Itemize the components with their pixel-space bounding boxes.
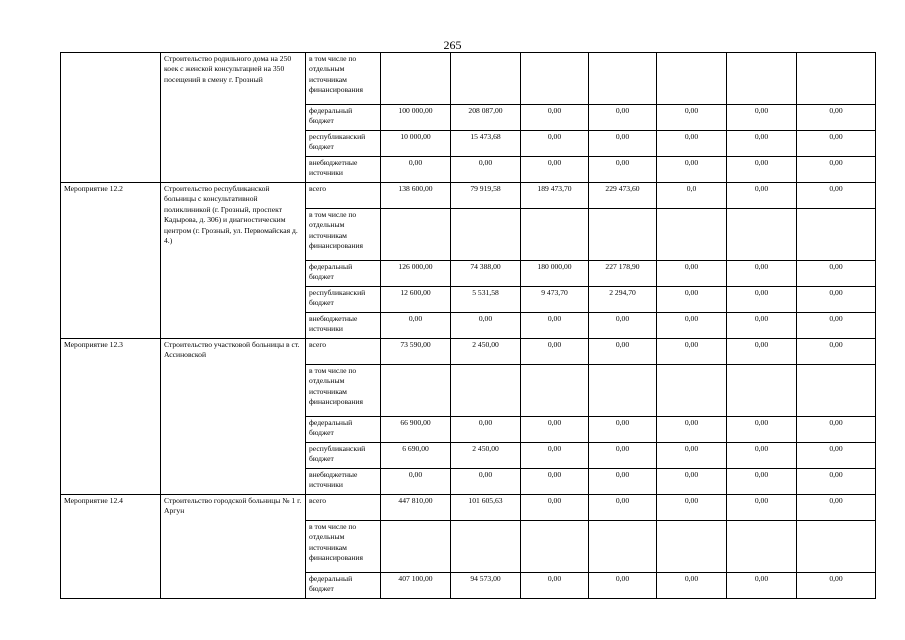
amount-cell: 0,00 [727, 573, 797, 599]
amount-cell: 0,00 [657, 339, 727, 365]
amount-cell: 0,0 [657, 183, 727, 209]
table-row [61, 53, 876, 105]
amount-cell: 0,00 [727, 261, 797, 287]
amount-cell: 0,00 [451, 313, 521, 339]
amount-cell: 79 919,58 [451, 183, 521, 209]
amount-cell: 180 000,00 [521, 261, 589, 287]
event-number-cell [61, 53, 161, 183]
event-number-cell: Мероприятие 12.2 [61, 183, 161, 339]
event-number-cell: Мероприятие 12.3 [61, 339, 161, 495]
amount-cell: 0,00 [657, 573, 727, 599]
amount-cell: 0,00 [381, 157, 451, 183]
amount-cell: 0,00 [727, 157, 797, 183]
funding-source-cell: внебюджетные источники [306, 313, 381, 339]
amount-cell: 100 000,00 [381, 105, 451, 131]
amount-cell: 0,00 [797, 157, 876, 183]
event-name-cell: Строительство республиканской больницы с консультативной поликлиникой (г. Грозный, проспект Кадырова, д. 306) и диагностическим центром (г. Грозный, ул. Первомайская д. 4.) [161, 183, 306, 339]
amount-cell: 6 690,00 [381, 443, 451, 469]
amount-cell: 0,00 [589, 443, 657, 469]
amount-cell: 0,00 [797, 339, 876, 365]
amount-cell: 66 900,00 [381, 417, 451, 443]
amount-cell: 0,00 [451, 157, 521, 183]
amount-cell [657, 209, 727, 261]
amount-cell [521, 521, 589, 573]
amount-cell: 0,00 [797, 105, 876, 131]
amount-cell: 0,00 [727, 495, 797, 521]
amount-cell: 0,00 [589, 131, 657, 157]
amount-cell: 0,00 [797, 443, 876, 469]
funding-source-cell: внебюджетные источники [306, 157, 381, 183]
event-name-cell: Строительство городской больницы № 1 г. Аргун [161, 495, 306, 599]
amount-cell: 0,00 [521, 417, 589, 443]
event-name-cell: Строительство участковой больницы в ст. Ассиновской [161, 339, 306, 495]
amount-cell: 0,00 [589, 339, 657, 365]
amount-cell: 0,00 [657, 495, 727, 521]
amount-cell: 0,00 [727, 469, 797, 495]
amount-cell: 9 473,70 [521, 287, 589, 313]
funding-source-cell: всего [306, 495, 381, 521]
amount-cell: 0,00 [797, 183, 876, 209]
funding-source-cell: республиканский бюджет [306, 443, 381, 469]
amount-cell [589, 53, 657, 105]
amount-cell: 74 388,00 [451, 261, 521, 287]
amount-cell [727, 53, 797, 105]
funding-source-cell: всего [306, 339, 381, 365]
amount-cell: 73 590,00 [381, 339, 451, 365]
amount-cell: 0,00 [657, 131, 727, 157]
amount-cell: 0,00 [727, 417, 797, 443]
amount-cell: 0,00 [521, 495, 589, 521]
amount-cell [521, 365, 589, 417]
amount-cell [451, 209, 521, 261]
event-name-cell: Строительство родильного дома на 250 коек с женской консультацией на 350 посещений в смену г. Грозный [161, 53, 306, 183]
amount-cell: 0,00 [657, 287, 727, 313]
table-row [61, 339, 876, 365]
amount-cell: 0,00 [521, 157, 589, 183]
amount-cell [381, 521, 451, 573]
amount-cell: 0,00 [521, 469, 589, 495]
amount-cell: 0,00 [521, 131, 589, 157]
amount-cell [521, 209, 589, 261]
amount-cell [797, 521, 876, 573]
amount-cell: 0,00 [727, 105, 797, 131]
funding-source-cell: федеральный бюджет [306, 417, 381, 443]
amount-cell [451, 365, 521, 417]
amount-cell: 407 100,00 [381, 573, 451, 599]
amount-cell [381, 53, 451, 105]
amount-cell [589, 521, 657, 573]
amount-cell [727, 521, 797, 573]
funding-source-cell: всего [306, 183, 381, 209]
amount-cell: 0,00 [727, 339, 797, 365]
amount-cell: 94 573,00 [451, 573, 521, 599]
amount-cell [657, 365, 727, 417]
funding-source-cell: республиканский бюджет [306, 131, 381, 157]
amount-cell: 0,00 [657, 417, 727, 443]
financing-table [60, 52, 876, 599]
amount-cell: 0,00 [589, 573, 657, 599]
amount-cell: 2 450,00 [451, 443, 521, 469]
funding-source-cell: в том числе по отдельным источникам финансирования [306, 53, 381, 105]
amount-cell: 0,00 [589, 417, 657, 443]
amount-cell: 101 605,63 [451, 495, 521, 521]
amount-cell: 227 178,90 [589, 261, 657, 287]
amount-cell [381, 209, 451, 261]
amount-cell: 189 473,70 [521, 183, 589, 209]
amount-cell: 15 473,68 [451, 131, 521, 157]
amount-cell: 5 531,58 [451, 287, 521, 313]
table-row [61, 183, 876, 209]
amount-cell: 0,00 [521, 313, 589, 339]
amount-cell: 0,00 [521, 573, 589, 599]
amount-cell: 0,00 [589, 495, 657, 521]
funding-source-cell: федеральный бюджет [306, 573, 381, 599]
amount-cell: 0,00 [451, 417, 521, 443]
amount-cell: 0,00 [727, 183, 797, 209]
amount-cell: 0,00 [381, 469, 451, 495]
amount-cell: 0,00 [657, 313, 727, 339]
amount-cell [521, 53, 589, 105]
amount-cell: 0,00 [521, 339, 589, 365]
amount-cell [451, 521, 521, 573]
amount-cell: 126 000,00 [381, 261, 451, 287]
amount-cell: 0,00 [797, 313, 876, 339]
amount-cell: 0,00 [589, 469, 657, 495]
funding-source-cell: в том числе по отдельным источникам финансирования [306, 521, 381, 573]
amount-cell: 0,00 [727, 443, 797, 469]
amount-cell: 447 810,00 [381, 495, 451, 521]
amount-cell: 0,00 [727, 131, 797, 157]
amount-cell: 0,00 [589, 105, 657, 131]
amount-cell: 0,00 [797, 261, 876, 287]
amount-cell: 2 294,70 [589, 287, 657, 313]
amount-cell: 229 473,60 [589, 183, 657, 209]
amount-cell [657, 53, 727, 105]
funding-source-cell: федеральный бюджет [306, 105, 381, 131]
funding-source-cell: в том числе по отдельным источникам финансирования [306, 209, 381, 261]
amount-cell: 0,00 [727, 313, 797, 339]
amount-cell: 0,00 [521, 443, 589, 469]
amount-cell [589, 209, 657, 261]
amount-cell: 12 600,00 [381, 287, 451, 313]
amount-cell: 0,00 [797, 287, 876, 313]
amount-cell: 0,00 [727, 287, 797, 313]
amount-cell: 0,00 [451, 469, 521, 495]
amount-cell [797, 53, 876, 105]
amount-cell [727, 209, 797, 261]
amount-cell: 0,00 [657, 157, 727, 183]
amount-cell: 138 600,00 [381, 183, 451, 209]
amount-cell [381, 365, 451, 417]
funding-source-cell: в том числе по отдельным источникам финансирования [306, 365, 381, 417]
event-number-cell: Мероприятие 12.4 [61, 495, 161, 599]
amount-cell: 0,00 [797, 495, 876, 521]
amount-cell: 0,00 [797, 417, 876, 443]
amount-cell [727, 365, 797, 417]
amount-cell: 0,00 [657, 105, 727, 131]
amount-cell [797, 209, 876, 261]
amount-cell: 0,00 [797, 469, 876, 495]
amount-cell: 0,00 [797, 573, 876, 599]
amount-cell [657, 521, 727, 573]
amount-cell [589, 365, 657, 417]
table-row [61, 495, 876, 521]
amount-cell [797, 365, 876, 417]
amount-cell: 208 087,00 [451, 105, 521, 131]
amount-cell: 0,00 [589, 157, 657, 183]
amount-cell: 0,00 [657, 443, 727, 469]
funding-source-cell: внебюджетные источники [306, 469, 381, 495]
amount-cell: 0,00 [657, 261, 727, 287]
amount-cell: 2 450,00 [451, 339, 521, 365]
amount-cell: 0,00 [797, 131, 876, 157]
funding-source-cell: республиканский бюджет [306, 287, 381, 313]
amount-cell: 0,00 [381, 313, 451, 339]
amount-cell [451, 53, 521, 105]
amount-cell: 10 000,00 [381, 131, 451, 157]
page-number: 265 [443, 38, 462, 52]
amount-cell: 0,00 [589, 313, 657, 339]
funding-source-cell: федеральный бюджет [306, 261, 381, 287]
amount-cell: 0,00 [521, 105, 589, 131]
amount-cell: 0,00 [657, 469, 727, 495]
